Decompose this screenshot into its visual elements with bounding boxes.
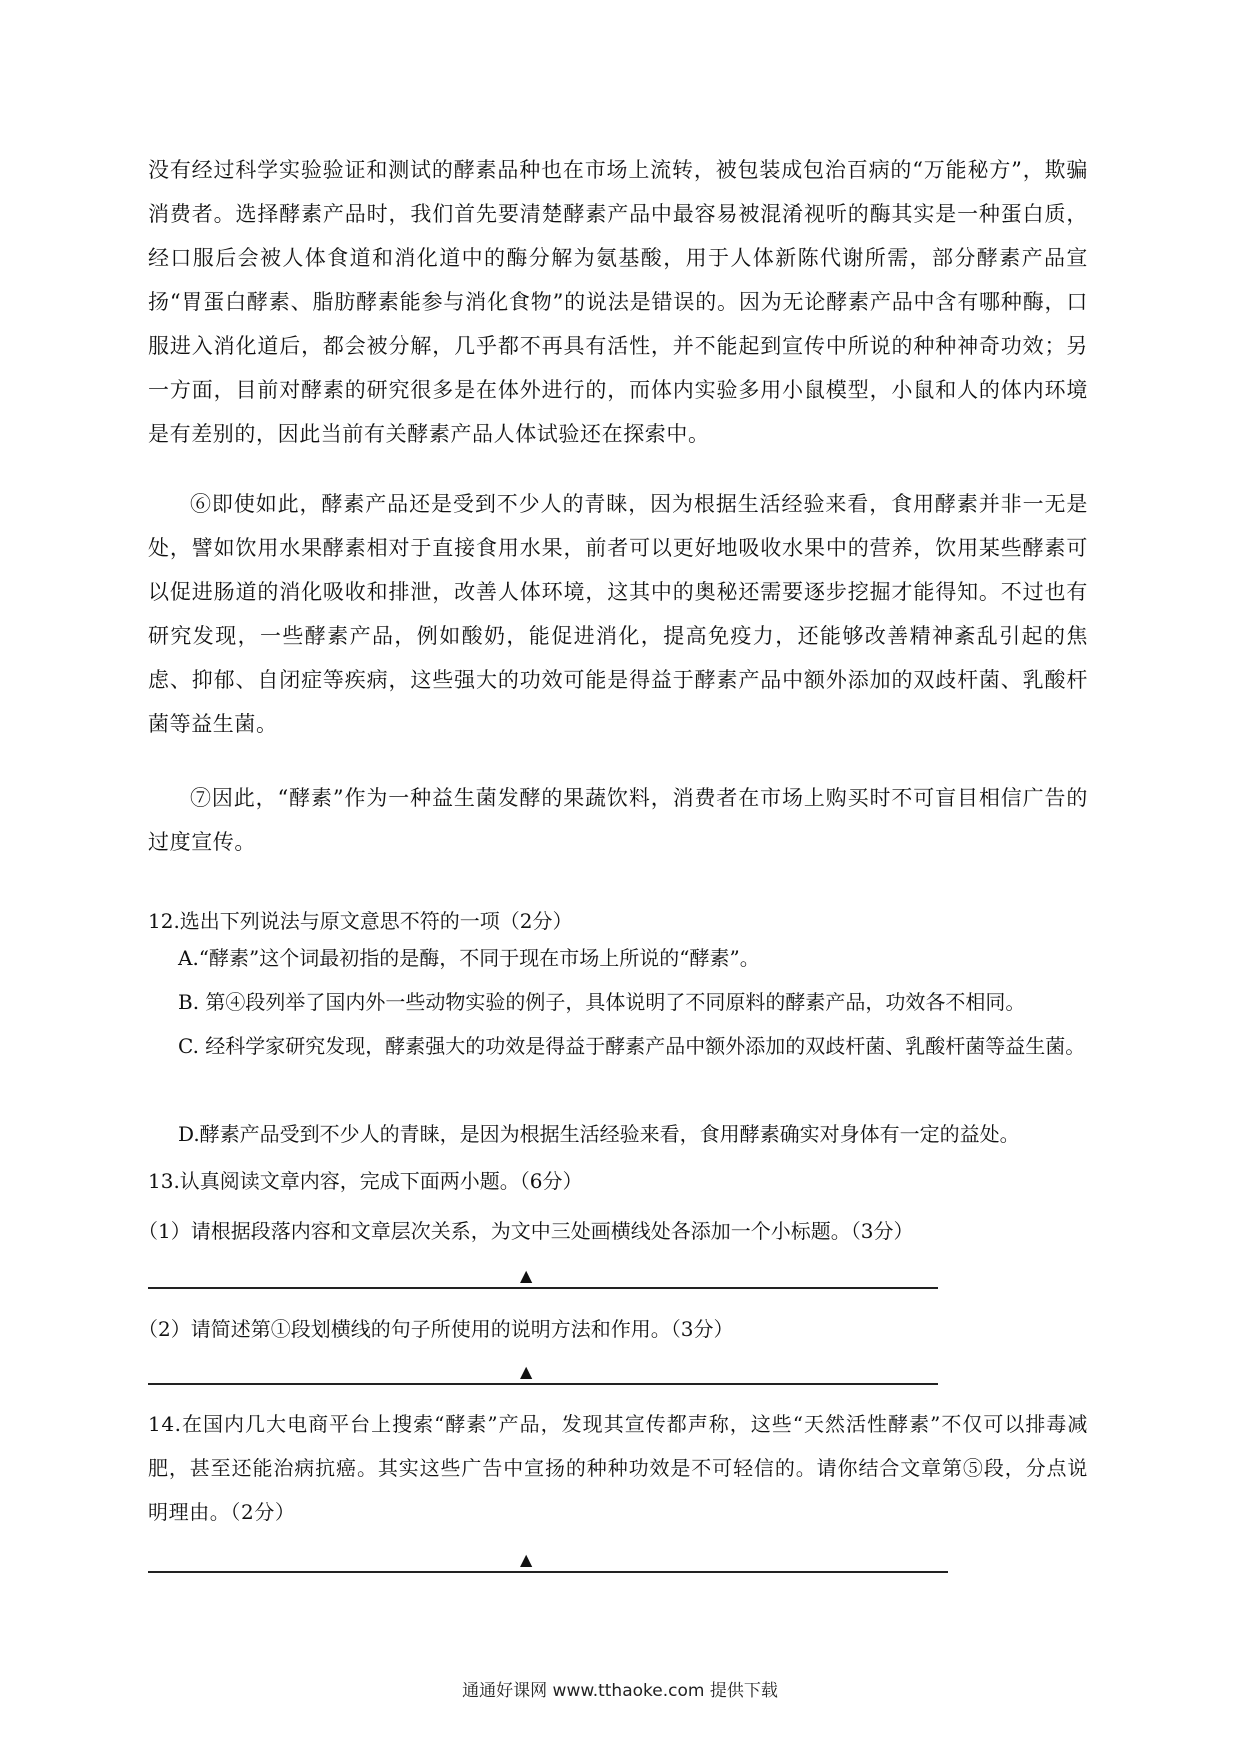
passage-paragraph-continued: 没有经过科学实验验证和测试的酵素品种也在市场上流转，被包装成包治百病的“万能秘方”，欺骗消费者。选择酵素产品时，我们首先要清楚酵素产品中最容易被混淆视听的酶其实是一种蛋白质，经口服后会被人体食道和消化道中的酶分解为氨基酸，用于人体新陈代谢所需，部分酵素产品宣扬“胃蛋白酵素、脂肪酵素能参与消化食物”的说法是错误的。因为无论酵素产品中含有哪种酶，口服进入消化道后，都会被分解，几乎都不再具有活性，并不能起到宣传中所说的种种神奇功效；另一方面，目前对酵素的研究很多是在体外进行的，而体内实验多用小鼠模型，小鼠和人的体内环境是有差别的，因此当前有关酵素产品人体试验还在探索中。 bbox=[148, 158, 1088, 446]
question-13-sub-2: （2）请简述第①段划横线的句子所使用的说明方法和作用。（3分） bbox=[138, 1317, 734, 1341]
question-14-stem: 14.在国内几大电商平台上搜索“酵素”产品，发现其宣传都声称，这些“天然活性酵素”不仅可以排毒减肥，甚至还能治病抗癌。其实这些广告中宣扬的种种功效是不可轻信的。请你结合文章第⑤段，分点说明理由。（2分） bbox=[148, 1412, 1088, 1524]
answer-mark-13-2: ▲ bbox=[520, 1362, 533, 1381]
question-12-option-b: B. 第④段列举了国内外一些动物实验的例子，具体说明了不同原料的酵素产品，功效各不相同。 bbox=[178, 990, 1026, 1014]
question-13-sub-1: （1）请根据段落内容和文章层次关系，为文中三处画横线处各添加一个小标题。（3分） bbox=[138, 1219, 914, 1243]
question-13-stem: 13.认真阅读文章内容，完成下面两小题。（6分） bbox=[148, 1169, 583, 1193]
answer-mark-14: ▲ bbox=[520, 1550, 533, 1569]
passage-paragraph-6: ⑥即使如此，酵素产品还是受到不少人的青睐，因为根据生活经验来看，食用酵素并非一无是处，譬如饮用水果酵素相对于直接食用水果，前者可以更好地吸收水果中的营养，饮用某些酵素可以促进肠道的消化吸收和排泄，改善人体环境，这其中的奥秘还需要逐步挖掘才能得知。不过也有研究发现，一些酵素产品，例如酸奶，能促进消化，提高免疫力，还能够改善精神紊乱引起的焦虑、抑郁、自闭症等疾病，这些强大的功效可能是得益于酵素产品中额外添加的双歧杆菌、乳酸杆菌等益生菌。 bbox=[148, 492, 1088, 736]
answer-line-14[interactable] bbox=[148, 1571, 948, 1573]
answer-line-13-2[interactable] bbox=[148, 1383, 938, 1385]
question-12-stem: 12.选出下列说法与原文意思不符的一项（2分） bbox=[148, 909, 573, 933]
answer-line-13-1[interactable] bbox=[148, 1287, 938, 1289]
question-12-option-a: A.“酵素”这个词最初指的是酶，不同于现在市场上所说的“酵素”。 bbox=[178, 946, 760, 970]
page-footer: 通通好课网 www.tthaoke.com 提供下载 bbox=[462, 1681, 778, 1701]
question-12-option-c: C. 经科学家研究发现，酵素强大的功效是得益于酵素产品中额外添加的双歧杆菌、乳酸杆菌等益生菌。 bbox=[178, 1034, 1086, 1058]
question-12-option-d: D.酵素产品受到不少人的青睐，是因为根据生活经验来看，食用酵素确实对身体有一定的益处。 bbox=[178, 1122, 1020, 1146]
answer-mark-13-1: ▲ bbox=[520, 1266, 533, 1285]
passage-paragraph-7: ⑦因此，“酵素”作为一种益生菌发酵的果蔬饮料，消费者在市场上购买时不可盲目相信广告的过度宣传。 bbox=[148, 786, 1088, 854]
